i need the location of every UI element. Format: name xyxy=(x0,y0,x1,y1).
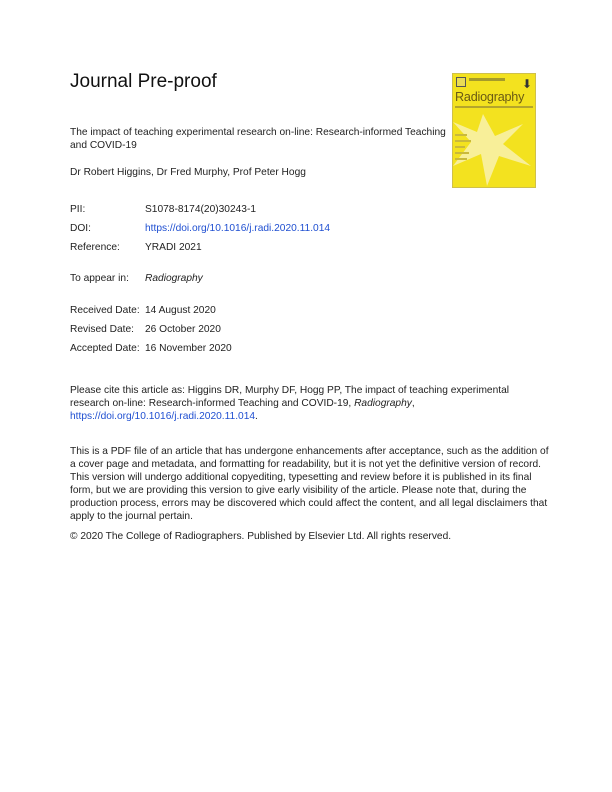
copyright-text: © 2020 The College of Radiographers. Published by Elsevier Ltd. All rights reserved. xyxy=(70,531,452,542)
citation-sep: , xyxy=(411,397,415,409)
citation-text: Please cite this article as: Higgins DR, Murphy DF, Hogg PP, The impact of teaching experimental research on-line: Research-informed Teaching and COVID-19, xyxy=(70,385,510,409)
doi-label: DOI: xyxy=(70,223,91,234)
accepted-date-label: Accepted Date: xyxy=(70,343,140,354)
accepted-date-value: 16 November 2020 xyxy=(145,343,232,354)
disclaimer-paragraph: This is a PDF file of an article that has undergone enhancements after acceptance, such as the addition of a cover page and metadata, and formatting for readability, but it is not yet the definitive version of record. This version will undergo additional copyediting, typesetting and review before it is published in its final form, but we are providing this version to give early visibility of the article. Please note that, during the production process, errors may be discovered which could affect the content, and all legal disclaimers that apply to the journal pertain. xyxy=(70,446,549,522)
appear-in-value: Radiography xyxy=(145,273,203,284)
reference-value: YRADI 2021 xyxy=(145,242,202,253)
citation-paragraph xyxy=(70,385,550,424)
article-title: The impact of teaching experimental research on-line: Research-informed Teaching and COVID-19 xyxy=(70,127,446,151)
cover-header-text xyxy=(469,78,505,81)
citation-journal: Radiography xyxy=(354,397,412,409)
revised-date-label: Revised Date: xyxy=(70,324,134,335)
received-date-label: Received Date: xyxy=(70,305,140,316)
doi-link[interactable]: https://doi.org/10.1016/j.radi.2020.11.014 xyxy=(145,223,331,234)
citation-doi-link[interactable]: https://doi.org/10.1016/j.radi.2020.11.014 xyxy=(70,410,256,422)
cover-rule xyxy=(455,106,533,108)
reference-label: Reference: xyxy=(70,242,120,253)
cover-journal-name: Radiography xyxy=(455,90,525,104)
revised-date-value: 26 October 2020 xyxy=(145,324,221,335)
citation-suffix: . xyxy=(255,410,258,422)
article-authors: Dr Robert Higgins, Dr Fred Murphy, Prof Peter Hogg xyxy=(70,167,306,178)
journal-cover-image xyxy=(452,73,536,188)
pii-label: PII: xyxy=(70,204,86,215)
elsevier-logo xyxy=(456,77,466,87)
journal-preproof-heading: Journal Pre-proof xyxy=(70,71,217,92)
received-date-value: 14 August 2020 xyxy=(145,305,216,316)
download-arrow-icon: ⬇ xyxy=(521,77,532,91)
pii-value: S1078-8174(20)30243-1 xyxy=(145,204,257,215)
appear-in-label: To appear in: xyxy=(70,273,129,284)
